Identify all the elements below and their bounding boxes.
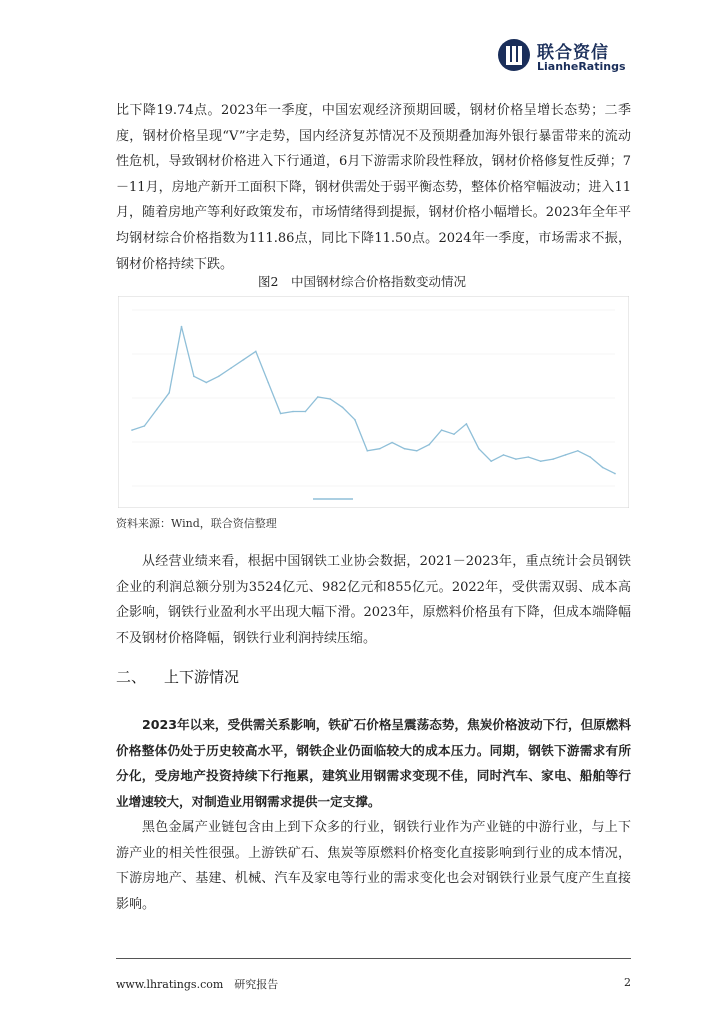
data-point — [490, 460, 492, 462]
section-title: 上下游情况 — [164, 668, 240, 686]
section-heading — [116, 666, 239, 687]
data-point — [292, 411, 294, 413]
steel-price-index-chart — [118, 296, 629, 508]
data-point — [267, 382, 269, 384]
data-point — [540, 460, 542, 462]
footer-site: www.lhratings.com 研究报告 — [116, 978, 279, 991]
data-point — [577, 450, 579, 452]
data-point — [280, 413, 282, 415]
data-point — [503, 454, 505, 456]
data-point — [305, 411, 307, 413]
data-point — [317, 396, 319, 398]
data-point — [528, 456, 530, 458]
data-point — [230, 367, 232, 369]
data-point — [156, 409, 158, 411]
logo-chinese-name: 联合资信 — [537, 43, 609, 63]
data-point — [367, 450, 369, 452]
data-point — [206, 382, 208, 384]
data-point — [416, 450, 418, 452]
data-point — [168, 392, 170, 394]
data-point — [552, 458, 554, 460]
data-point — [144, 425, 146, 427]
footer-divider — [116, 958, 631, 959]
data-point — [181, 326, 183, 328]
data-point — [131, 429, 133, 431]
data-point — [515, 458, 517, 460]
paragraph-price-trend: 比下降19.74点。2023年一季度，中国宏观经济预期回暖，钢材价格呈增长态势；二季度，钢材价格呈现“V”字走势，国内经济复苏情况不及预期叠加海外银行暴雷带来的流动性危机，导致钢材价格进入下行通道，6月下游需求阶段性释放，钢材价格修复性反弹；7－11月，房地产新开工面积下降，钢材供需处于弱平衡态势，整体价格窄幅波动；进入11月，随着房地产等利好政策发布，市场情绪得到提振，钢材价格小幅增长。2023年全年平均钢材综合价格指数为111.86点，同比下降11.50点。2024年一季度，市场需求不振，钢材价格持续下跌。 — [116, 103, 631, 272]
data-point — [255, 351, 257, 353]
data-point — [614, 473, 616, 475]
page-number: 2 — [624, 976, 631, 989]
data-point — [218, 376, 220, 378]
figure-title: 图2 中国钢材综合价格指数变动情况 — [258, 274, 466, 289]
data-point — [404, 448, 406, 450]
data-point — [466, 423, 468, 425]
data-point — [243, 359, 245, 361]
data-point — [589, 456, 591, 458]
data-point — [602, 467, 604, 469]
data-point — [391, 442, 393, 444]
data-point — [565, 454, 567, 456]
data-point — [342, 407, 344, 409]
logo-english-name: LianheRatings — [537, 60, 626, 73]
paragraph-summary-bold: 2023年以来，受供需关系影响，铁矿石价格呈震荡态势，焦炭价格波动下行，但原燃料价格整体仍处于历史较高水平，钢铁企业仍面临较大的成本压力。同期，钢铁下游需求有所分化，受房地产投资持续下行拖累，建筑业用钢需求变现不佳，同时汽车、家电、船舶等行业增速较大，对制造业用钢需求提供一定支撑。 — [116, 717, 631, 809]
data-point — [379, 448, 381, 450]
company-logo — [497, 38, 657, 78]
paragraph-profit: 从经营业绩来看，根据中国钢铁工业协会数据，2021－2023年，重点统计会员钢铁企业的利润总额分别为3524亿元、982亿元和855亿元。2022年，受供需双弱、成本高企影响，钢铁行业盈利水平出现大幅下滑。2023年，原燃料价格虽有下降，但成本端降幅不及钢材价格降幅，钢铁行业利润持续压缩。 — [116, 554, 631, 646]
chart-frame — [118, 296, 629, 508]
data-point — [428, 444, 430, 446]
lianhe-logo-icon — [497, 38, 531, 72]
data-point — [453, 433, 455, 435]
data-point — [329, 398, 331, 400]
data-point — [441, 429, 443, 431]
data-point — [193, 376, 195, 378]
data-point — [354, 419, 356, 421]
data-point — [478, 448, 480, 450]
section-number: 二、 — [116, 668, 147, 686]
figure-source: 资料来源：Wind，联合资信整理 — [116, 517, 277, 530]
paragraph-industry-chain: 黑色金属产业链包含由上到下众多的行业，钢铁行业作为产业链的中游行业，与上下游产业的相关性很强。上游铁矿石、焦炭等原燃料价格变化直接影响到行业的成本情况，下游房地产、基建、机械、汽车及家电等行业的需求变化也会对钢铁行业景气度产生直接影响。 — [116, 820, 631, 912]
